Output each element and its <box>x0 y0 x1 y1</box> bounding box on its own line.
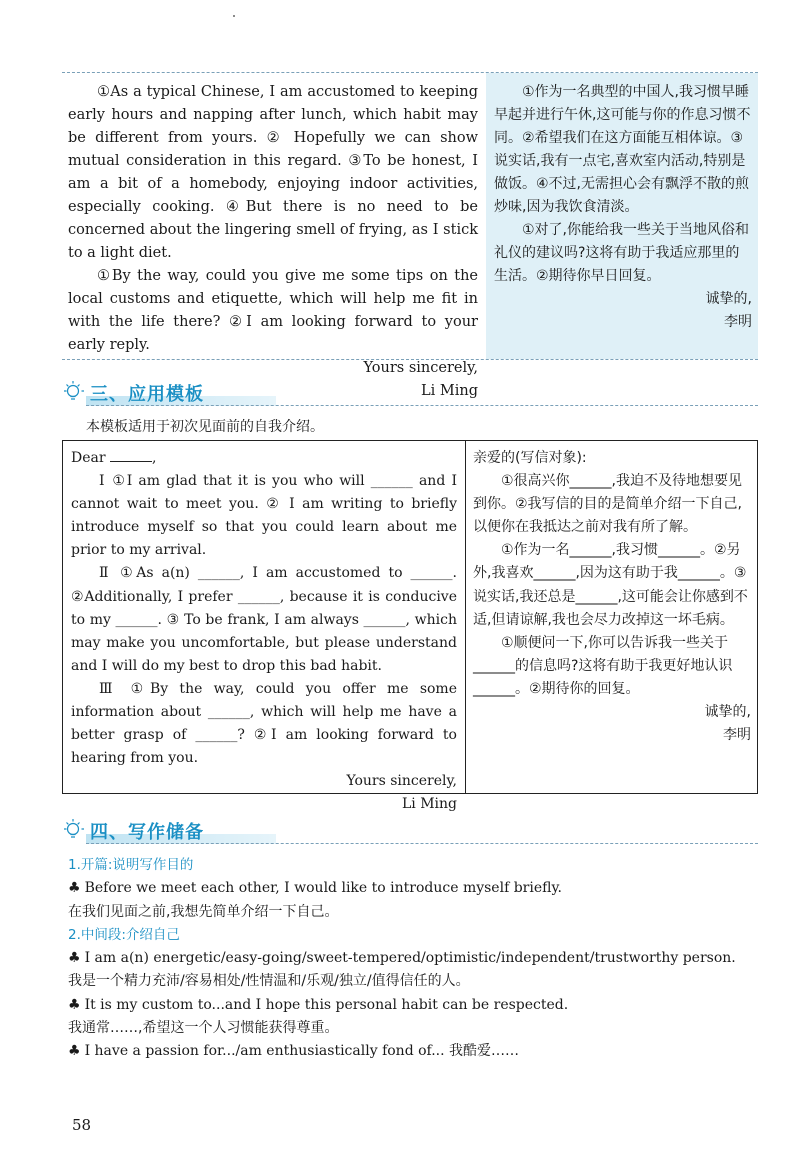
page-number: 58 <box>72 1116 92 1134</box>
section-header-reserve <box>62 816 758 846</box>
template-zh-name: 李明 <box>723 727 751 744</box>
decorative-dot <box>233 15 235 17</box>
club-icon: ♣ <box>68 996 81 1013</box>
template-box <box>62 440 758 813</box>
template-en-name: Li Ming <box>401 796 457 813</box>
letter-chinese-panel <box>486 73 758 359</box>
template-en-paragraph-3: Ⅲ ①By the way, could you offer me some information about ______, which will help me have a better grasp of ______? ②I am looking forward to hearing from you. <box>71 680 457 767</box>
letter-en-closing: Yours sincerely, <box>363 360 478 376</box>
letter-en-paragraph: ①As a typical Chinese, I am accustomed to keeping early hours and napping after lunch, which habit may be different from yours. ② Hopefully we can show mutual consideration in this regard. ③To be honest, I am a bit of a homebody, enjoying indoor activities, especially cooking. ④But there is no need to be concerned about the lingering smell of frying, as I stick to a light diet. <box>68 84 478 261</box>
lightbulb-icon <box>62 380 84 406</box>
section-title: 四、写作储备 <box>90 822 204 843</box>
section-divider <box>86 843 758 844</box>
letter-zh-paragraph: ①作为一名典型的中国人,我习惯早睡早起并进行午休,这可能与你的作息习惯不同。②希望我们在这方面能互相体谅。③说实话,我有一点宅,喜欢室内活动,特别是做饭。④不过,无需担心会有飘浮不散的煎炒味,因为我饮食清淡。 <box>494 84 751 215</box>
sentence-en: Before we meet each other, I would like to introduce myself briefly. <box>84 880 562 897</box>
letter-en-name: Li Ming <box>421 383 478 399</box>
template-intro: 本模板适用于初次见面前的自我介绍。 <box>86 419 324 435</box>
letter-zh-paragraph: ①对了,你能给我一些关于当地风俗和礼仪的建议吗?这将有助于我适应那里的生活。②期待你早日回复。 <box>494 222 750 284</box>
section-title: 三、应用模板 <box>90 384 204 405</box>
section-divider <box>86 405 758 406</box>
letter-english <box>68 81 478 403</box>
club-icon: ♣ <box>68 880 81 897</box>
letter-zh-name: 李明 <box>724 314 752 330</box>
letter-en-paragraph: ①By the way, could you give me some tips on the local customs and etiquette, which will help me fit in with the life there? ②I am looking forward to your early reply. <box>68 268 478 353</box>
sentence-zh: 我酷爱…… <box>449 1043 520 1060</box>
club-icon: ♣ <box>68 1043 81 1060</box>
section-header-template <box>62 378 758 408</box>
subheading-middle: 2.中间段:介绍自己 <box>68 926 180 943</box>
template-zh-paragraph-2: ①作为一名______,我习惯______。②另外,我喜欢______,因为这有助于我______。③说实话,我还总是______,这可能会让你感到不适,但请谅解,我也会尽力改掉这一坏毛病。 <box>473 542 748 628</box>
lightbulb-icon <box>62 818 84 844</box>
template-zh-paragraph-3: ①顺便问一下,你可以告诉我一些关于______的信息吗?这将有助于我更好地认识______。②期待你的回复。 <box>473 634 733 697</box>
template-zh-closing: 诚挚的, <box>704 704 751 721</box>
template-en-greeting: Dear <box>71 450 106 466</box>
template-chinese <box>473 447 751 747</box>
sentence-zh: 我通常……,希望这一个人习惯能获得尊重。 <box>68 1020 339 1037</box>
template-english: Dear , Ⅰ ①I am glad that it is you who will ______ and I cannot wait to meet you. ② I am writing to briefly introduce myself so that you could learn about me prior to my arrival. Ⅱ ①As a(n) ______, I am accustomed to ______. ②Additionally, I prefer ______, because it is conducive to my ______. ③ To be frank, I am always ______, which may make you uncomfortable, but please understand and I will do my best to drop this bad habit. Ⅲ ①By the way, could you offer me some information about ______, which will help me have a better grasp of ______? ②I am looking forward to hearing from you. Yours sincerely, Li Ming <box>71 447 457 817</box>
template-en-closing: Yours sincerely, <box>346 773 457 790</box>
writing-reserve <box>68 854 758 1064</box>
template-en-paragraph-1: Ⅰ ①I am glad that it is you who will ______ and I cannot wait to meet you. ② I am writing to briefly introduce myself so that you could learn about me prior to my arrival. <box>71 473 457 559</box>
sentence-en: It is my custom to...and I hope this personal habit can be respected. <box>84 996 569 1013</box>
club-icon: ♣ <box>68 950 81 967</box>
template-zh-paragraph-1: ①很高兴你______,我迫不及待地想要见到你。②我写信的目的是简单介绍一下自己,以便你在我抵达之前对我有所了解。 <box>473 473 743 536</box>
template-en-paragraph-2: Ⅱ ①As a(n) ______, I am accustomed to ______. ②Additionally, I prefer ______, because it is conducive to my ______. ③ To be frank, I am always ______, which may make you uncomfortable, but please understand and I will do my best to drop this bad habit. <box>71 565 457 674</box>
sentence-zh: 在我们见面之前,我想先简单介绍一下自己。 <box>68 903 339 920</box>
sentence-zh: 我是一个精力充沛/容易相处/性情温和/乐观/独立/值得信任的人。 <box>68 973 470 990</box>
subheading-opening: 1.开篇:说明写作目的 <box>68 857 194 873</box>
sentence-en: I have a passion for.../am enthusiastically fond of... <box>84 1043 445 1060</box>
blank-line <box>110 447 152 462</box>
sentence-en: I am a(n) energetic/easy-going/sweet-tempered/optimistic/independent/trustworthy person. <box>84 950 736 967</box>
template-divider <box>465 441 466 793</box>
letter-zh-closing: 诚挚的, <box>705 291 752 307</box>
template-zh-greeting: 亲爱的(写信对象): <box>473 450 587 466</box>
